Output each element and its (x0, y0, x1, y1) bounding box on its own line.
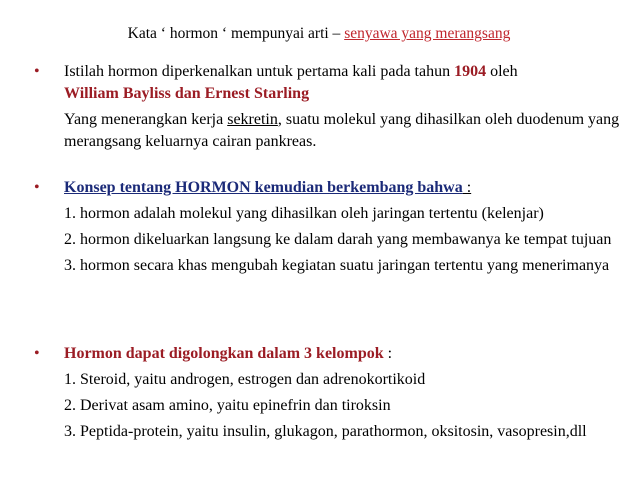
history-bullet-line (34, 61, 624, 105)
title-prefix: Kata ‘ hormon ‘ mempunyai arti – (127, 25, 345, 42)
para-after: , suatu molekul yang dihasilkan oleh duodenum yang merangsang keluarnya cairan pankreas. (64, 111, 620, 150)
history-authors: William Bayliss dan Ernest Starling (64, 85, 310, 102)
concept-item-3: 3. hormon secara khas mengubah kegiatan suatu jaringan tertentu yang menerimanya (64, 257, 610, 274)
classification-colon: : (383, 345, 393, 362)
concept-item-1: 1. hormon adalah molekul yang dihasilkan oleh jaringan tertentu (kelenjar) (64, 205, 544, 222)
concept-heading-line (34, 177, 624, 199)
concept-colon: : (462, 179, 472, 196)
bullet-dot: • (34, 179, 40, 196)
concept-item-2: 2. hormon dikeluarkan langsung ke dalam darah yang membawanya ke tempat tujuan (64, 231, 612, 248)
classification-item-2: 2. Derivat asam amino, yaitu epinefrin dan tiroksin (64, 397, 391, 414)
history-intro: Istilah hormon diperkenalkan untuk pertama kali pada tahun (64, 63, 455, 80)
para-term: sekretin (227, 111, 278, 128)
history-paragraph (34, 109, 624, 153)
section-concept (34, 177, 624, 277)
bullet-dot: • (34, 345, 40, 362)
history-year: 1904 (454, 63, 487, 80)
title-highlight: senyawa yang merangsang (344, 25, 511, 42)
history-after-year: oleh (486, 63, 518, 80)
classification-item-1: 1. Steroid, yaitu androgen, estrogen dan adrenokortikoid (64, 371, 426, 388)
bullet-dot: • (34, 63, 40, 80)
classification-heading-line (34, 343, 624, 365)
section-history (34, 61, 624, 153)
para-before: Yang menerangkan kerja (64, 111, 228, 128)
slide-title (0, 24, 638, 44)
classification-heading: Hormon dapat digolongkan dalam 3 kelompok (64, 345, 384, 362)
concept-heading: Konsep tentang HORMON kemudian berkembang bahwa (64, 179, 463, 196)
classification-item-3: 3. Peptida-protein, yaitu insulin, glukagon, parathormon, oksitosin, vasopresin,dll (64, 423, 587, 440)
section-classification (34, 343, 624, 443)
